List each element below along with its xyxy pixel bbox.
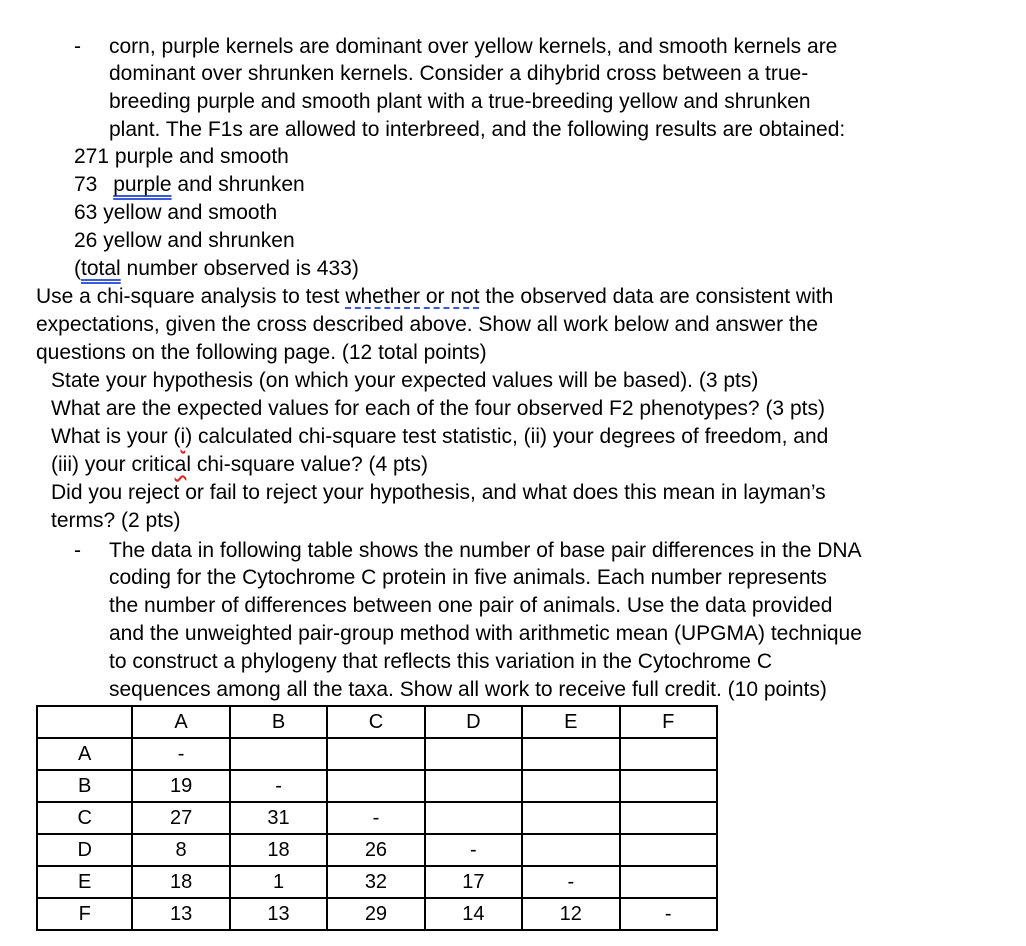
sub-question-expected: What are the expected values for each of the four observed F2 phenotypes? (3 pts) xyxy=(51,397,825,420)
row-header: A xyxy=(37,738,132,770)
q2-line-4: and the unweighted pair-group method with arithmetic mean (UPGMA) technique xyxy=(109,622,862,645)
row-header: B xyxy=(37,770,132,802)
column-header: D xyxy=(425,706,522,738)
sub-question-text: ) calculated chi-square test statistic, (ii) your degrees of freedom, and xyxy=(185,425,829,448)
table-cell xyxy=(425,738,522,770)
table-cell xyxy=(620,802,718,834)
table-cell: 27 xyxy=(132,802,229,834)
sub-question-chisquare-cont xyxy=(51,451,428,479)
table-cell xyxy=(425,770,522,802)
q1-line-4: plant. The F1s are allowed to interbreed, and the following results are obtained: xyxy=(109,118,846,141)
table-cell xyxy=(327,770,424,802)
table-cell: 29 xyxy=(327,898,424,930)
instruction-line-1 xyxy=(36,283,833,311)
table-cell: - xyxy=(425,834,522,866)
table-cell: 12 xyxy=(522,898,619,930)
result-count: 26 xyxy=(74,229,98,252)
table-cell xyxy=(522,738,619,770)
table-cell: - xyxy=(620,898,718,930)
table-cell: 13 xyxy=(230,898,327,930)
table-cell: - xyxy=(132,738,229,770)
column-header: E xyxy=(522,706,619,738)
table-cell: 13 xyxy=(132,898,229,930)
result-phenotype-flagged: purple xyxy=(113,173,172,196)
table-cell: 19 xyxy=(132,770,229,802)
result-row xyxy=(74,227,295,255)
q1-line-2: dominant over shrunken kernels. Consider a dihybrid cross between a true- xyxy=(109,62,809,85)
instruction-line-3: questions on the following page. (12 total points) xyxy=(36,341,487,364)
table-cell: 31 xyxy=(230,802,327,834)
result-phenotype: purple and smooth xyxy=(114,145,289,168)
table-row xyxy=(37,834,717,866)
sub-question-chisquare xyxy=(51,423,828,451)
table-cell: 18 xyxy=(132,866,229,898)
row-header: E xyxy=(37,866,132,898)
table-cell: 18 xyxy=(230,834,327,866)
result-row xyxy=(74,199,277,227)
q1-line-3: breeding purple and smooth plant with a true-breeding yellow and shrunken xyxy=(109,90,811,113)
q2-bullet: - xyxy=(74,539,81,562)
column-header: B xyxy=(230,706,327,738)
sub-question-hypothesis: State your hypothesis (on which your expected values will be based). (3 pts) xyxy=(51,369,759,392)
instruction-line-2: expectations, given the cross described above. Show all work below and answer the xyxy=(36,313,819,336)
q2-line-1: The data in following table shows the number of base pair differences in the DNA xyxy=(109,539,862,562)
sub-question-flagged: a xyxy=(174,453,187,476)
sub-question-text: (iii) your critic xyxy=(51,453,175,476)
instruction-flagged: whether or not xyxy=(345,285,480,308)
table-cell xyxy=(230,738,327,770)
table-cell xyxy=(327,738,424,770)
distance-matrix-table xyxy=(36,705,718,931)
sub-question-text: What is your ( xyxy=(51,425,181,448)
result-phenotype: and shrunken xyxy=(171,173,305,196)
table-row xyxy=(37,866,717,898)
table-row xyxy=(37,898,717,930)
table-cell: - xyxy=(230,770,327,802)
row-header: C xyxy=(37,802,132,834)
table-cell: 1 xyxy=(230,866,327,898)
result-count: 271 xyxy=(74,145,110,168)
total-rest: number observed is 433) xyxy=(120,257,359,280)
table-cell xyxy=(620,738,718,770)
result-phenotype: yellow and shrunken xyxy=(103,229,295,252)
table-cell xyxy=(620,770,718,802)
table-cell xyxy=(522,834,619,866)
total-word: total xyxy=(81,257,121,280)
result-count: 73 xyxy=(74,173,98,196)
column-header: A xyxy=(132,706,229,738)
instruction-text: the observed data are consistent with xyxy=(479,285,834,308)
q2-line-2: coding for the Cytochrome C protein in five animals. Each number represents xyxy=(109,566,827,589)
q2-line-3: the number of differences between one pair of animals. Use the data provided xyxy=(109,594,833,617)
total-paren: ( xyxy=(74,257,81,280)
table-cell: 8 xyxy=(132,834,229,866)
column-header: C xyxy=(327,706,424,738)
result-row xyxy=(74,171,305,199)
sub-question-reject-cont: terms? (2 pts) xyxy=(51,509,181,532)
q2-line-5: to construct a phylogeny that reflects this variation in the Cytochrome C xyxy=(109,650,772,673)
table-row xyxy=(37,738,717,770)
table-cell xyxy=(522,770,619,802)
q1-bullet: - xyxy=(74,35,81,58)
table-cell: - xyxy=(327,802,424,834)
row-header: D xyxy=(37,834,132,866)
table-row xyxy=(37,802,717,834)
table-cell: 32 xyxy=(327,866,424,898)
q2-line-6: sequences among all the taxa. Show all work to receive full credit. (10 points) xyxy=(109,678,827,701)
table-cell xyxy=(620,834,718,866)
table-cell: - xyxy=(522,866,619,898)
total-observed xyxy=(74,255,359,283)
table-cell: 14 xyxy=(425,898,522,930)
result-count: 63 xyxy=(74,201,98,224)
row-header: F xyxy=(37,898,132,930)
sub-question-flagged: i xyxy=(180,425,186,448)
table-row xyxy=(37,770,717,802)
instruction-text: Use a chi-square analysis to test xyxy=(36,285,346,308)
column-header: F xyxy=(620,706,718,738)
sub-question-text: l chi-square value? (4 pts) xyxy=(186,453,428,476)
table-cell xyxy=(425,802,522,834)
q1-line-1: corn, purple kernels are dominant over yellow kernels, and smooth kernels are xyxy=(109,35,838,58)
sub-question-reject: Did you reject or fail to reject your hypothesis, and what does this mean in layman’s xyxy=(51,481,826,504)
result-phenotype: yellow and smooth xyxy=(103,201,278,224)
result-row xyxy=(74,143,289,171)
table-cell: 26 xyxy=(327,834,424,866)
table-cell xyxy=(522,802,619,834)
table-corner-cell xyxy=(37,706,132,738)
table-cell xyxy=(620,866,718,898)
table-cell: 17 xyxy=(425,866,522,898)
table-header-row xyxy=(37,706,717,738)
